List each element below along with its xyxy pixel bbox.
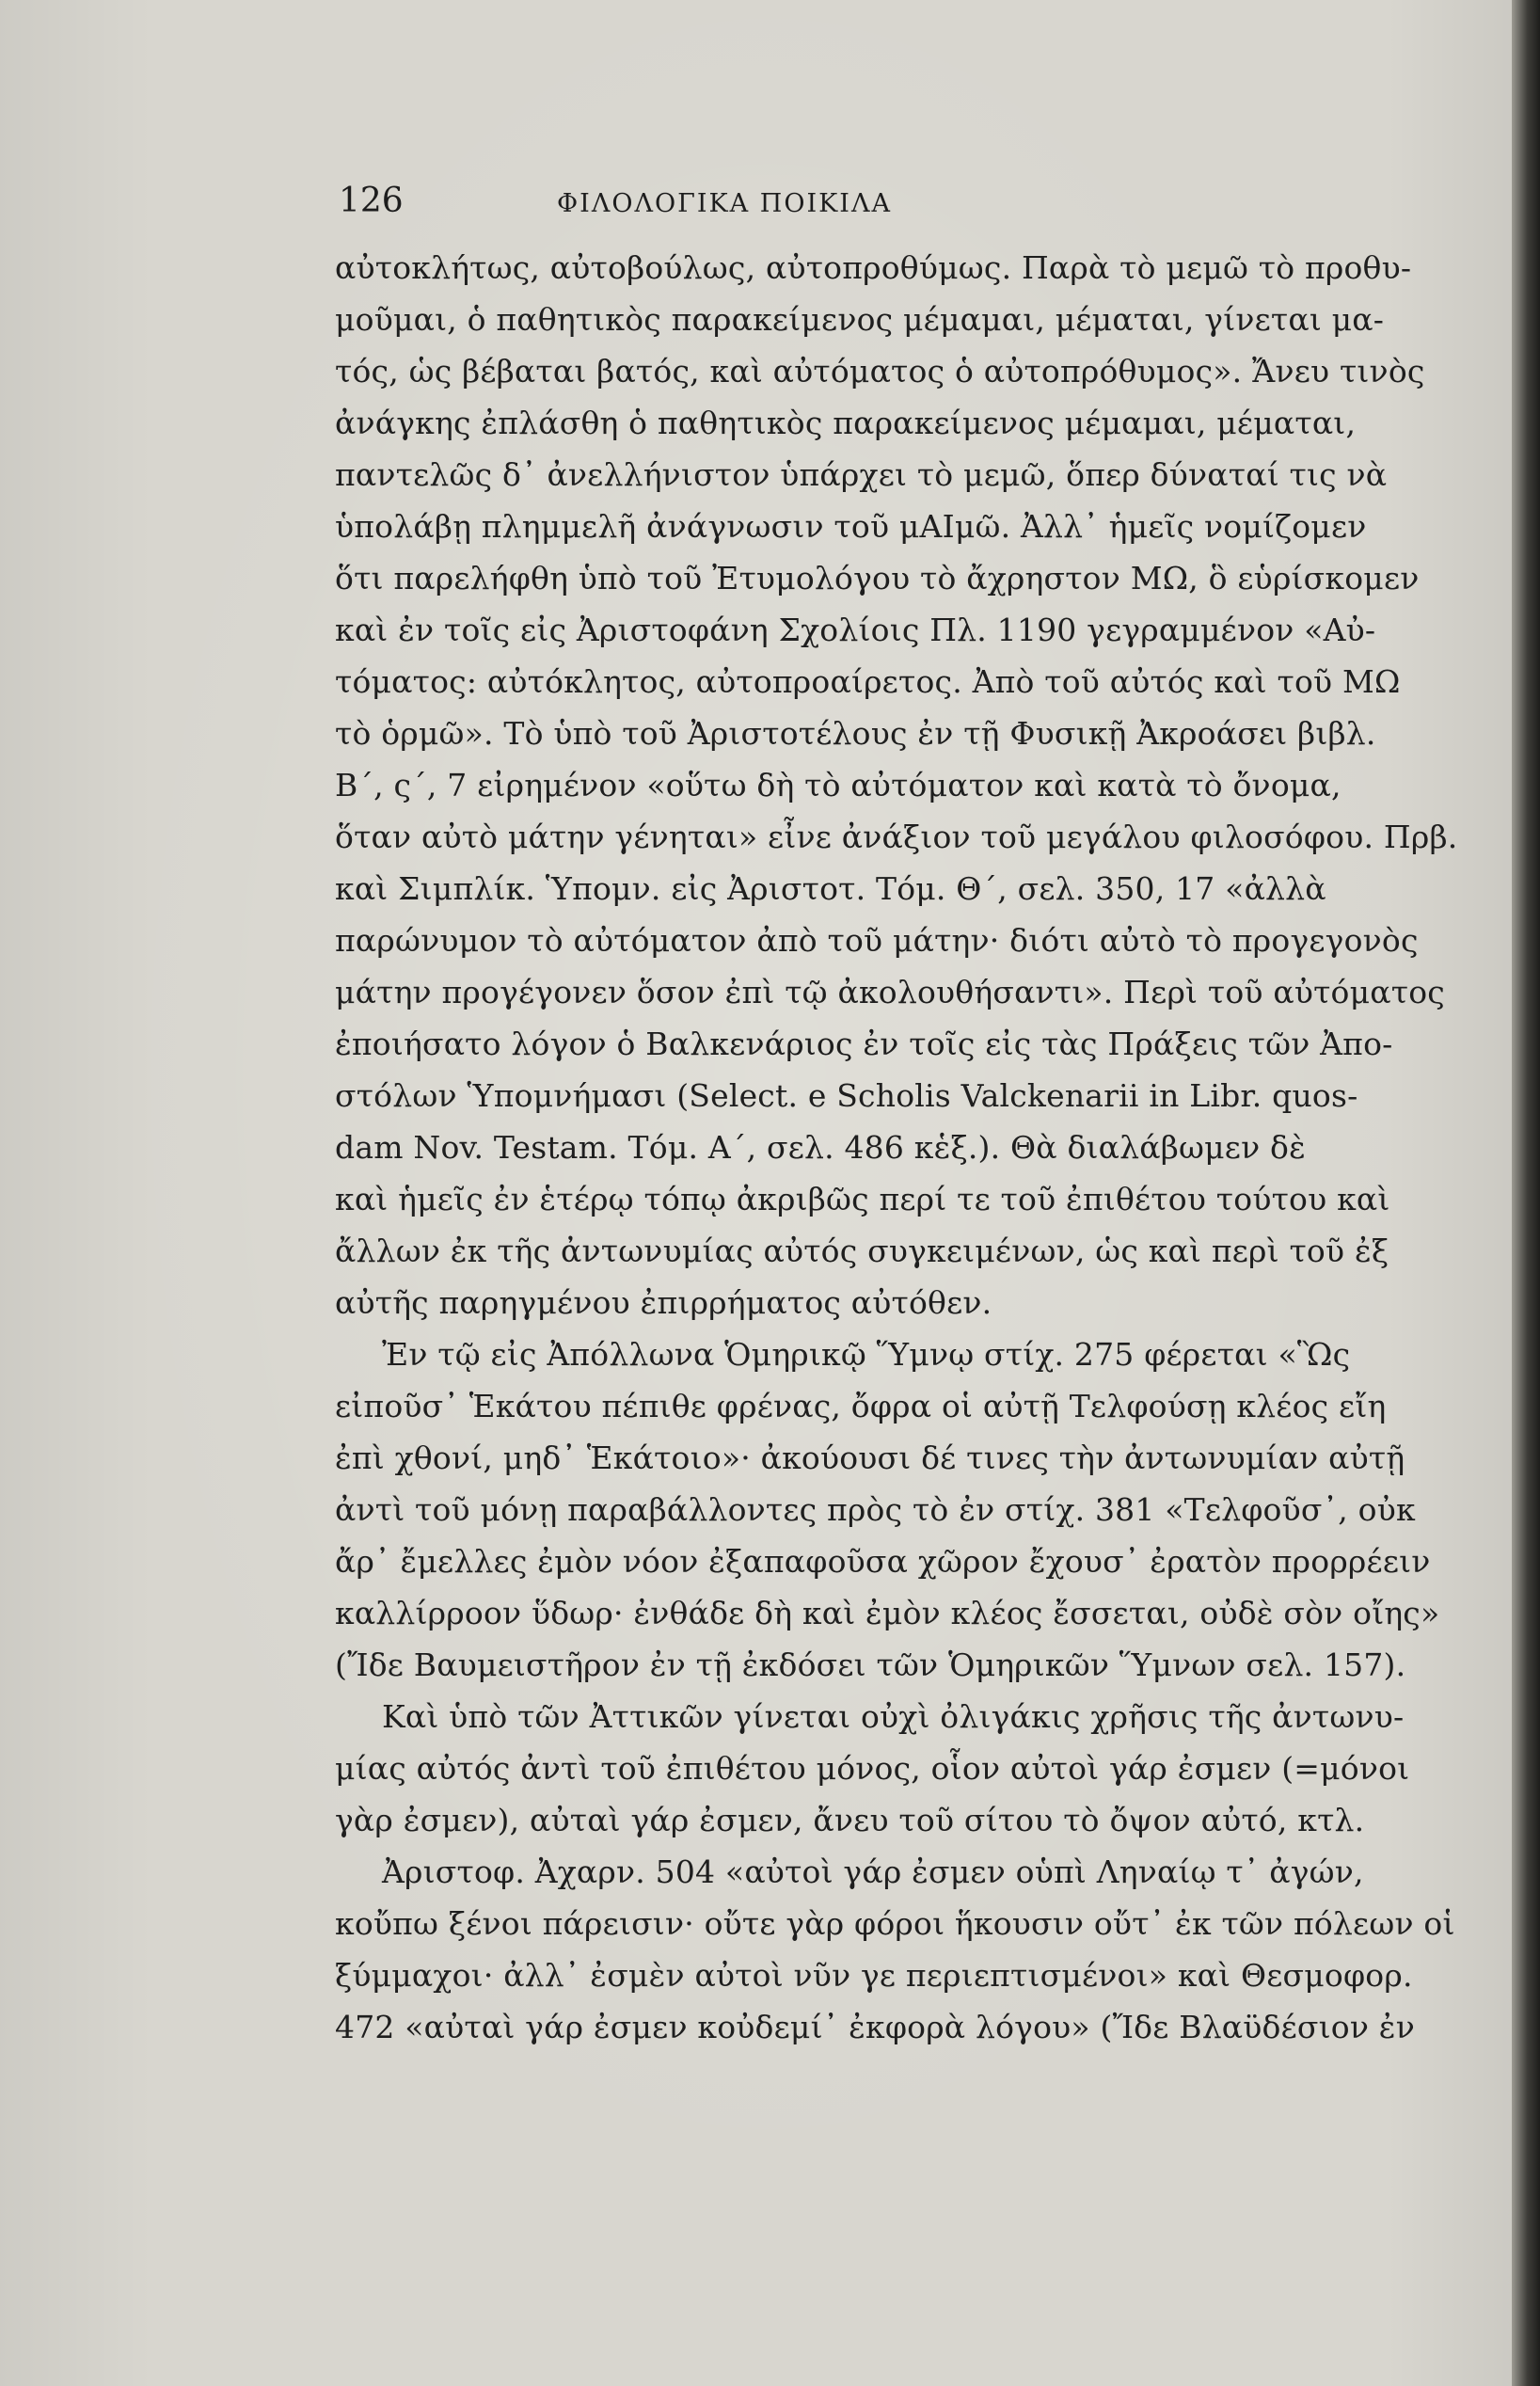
- text-line: ὑπολάβῃ πλημμελῆ ἀνάγνωσιν τοῦ μΑΙμῶ. Ἀλλ᾽ ἡμεῖς νομίζομεν: [335, 508, 1367, 545]
- text-line: 472 «αὐταὶ γάρ ἐσμεν κοὐδεμί᾽ ἐκφορὰ λόγου» (Ἴδε Βλαϋδέσιον ἐν: [335, 2009, 1415, 2045]
- text-line: αὐτῆς παρηγμένου ἐπιρρήματος αὐτόθεν.: [335, 1284, 992, 1321]
- text-line: μίας αὐτός ἀντὶ τοῦ ἐπιθέτου μόνος, οἷον αὐτοὶ γάρ ἐσμεν (=μόνοι: [335, 1750, 1410, 1787]
- text-line: Ἀριστοφ. Ἀχαρν. 504 «αὐτοὶ γάρ ἐσμεν οὑπὶ Ληναίῳ τ᾽ ἀγών,: [382, 1853, 1364, 1890]
- text-line: ἄλλων ἐκ τῆς ἀντωνυμίας αὐτός συγκειμένων, ὡς καὶ περὶ τοῦ ἐξ: [335, 1233, 1389, 1269]
- body-text: [335, 247, 1464, 2316]
- text-line: καλλίρροον ὕδωρ· ἐνθάδε δὴ καὶ ἐμὸν κλέος ἔσσεται, οὐδὲ σὸν οἴης»: [335, 1595, 1440, 1631]
- text-line: καὶ Σιμπλίκ. Ὑπομν. εἰς Ἀριστοτ. Τόμ. Θ΄, σελ. 350, 17 «ἀλλὰ: [335, 870, 1326, 907]
- text-line: αὐτοκλήτως, αὐτοβούλως, αὐτοπροθύμως. Παρὰ τὸ μεμῶ τὸ προθυ-: [335, 249, 1412, 286]
- text-line: ὅταν αὐτὸ μάτην γένηται» εἶνε ἀνάξιον τοῦ μεγάλου φιλοσόφου. Πρβ.: [335, 819, 1458, 855]
- text-line: μοῦμαι, ὁ παθητικὸς παρακείμενος μέμαμαι, μέμαται, γίνεται μα-: [335, 301, 1385, 338]
- text-line: τόματος: αὐτόκλητος, αὐτοπροαίρετος. Ἀπὸ τοῦ αὐτός καὶ τοῦ ΜΩ: [335, 663, 1401, 700]
- text-line: ὅτι παρελήφθη ὑπὸ τοῦ Ἐτυμολόγου τὸ ἄχρηστον ΜΩ, ὃ εὑρίσκομεν: [335, 560, 1420, 596]
- page-edge-shadow: [1512, 0, 1540, 2386]
- text-line: ἄρ᾽ ἔμελλες ἐμὸν νόον ἐξαπαφοῦσα χῶρον ἔχουσ᾽ ἐρατὸν προρρέειν: [335, 1543, 1431, 1580]
- text-line: ἀνάγκης ἐπλάσθη ὁ παθητικὸς παρακείμενος μέμαμαι, μέμαται,: [335, 405, 1357, 441]
- text-line: ἐπὶ χθονί, μηδ᾽ Ἑκάτοιο»· ἀκούουσι δέ τινες τὴν ἀντωνυμίαν αὐτῇ: [335, 1440, 1405, 1476]
- text-line: καὶ ἐν τοῖς εἰς Ἀριστοφάνη Σχολίοις Πλ. 1190 γεγραμμένον «Αὐ-: [335, 612, 1376, 648]
- text-line: τός, ὡς βέβαται βατός, καὶ αὐτόματος ὁ αὐτοπρόθυμος». Ἄνευ τινὸς: [335, 353, 1425, 390]
- text-line: εἰποῦσ᾽ Ἑκάτου πέπιθε φρένας, ὄφρα οἱ αὐτῇ Τελφούσῃ κλέος εἴη: [335, 1388, 1387, 1424]
- text-line: στόλων Ὑπομνήμασι (Select. e Scholis Valckenarii in Libr. quos-: [335, 1077, 1358, 1114]
- text-line: dam Nov. Testam. Τόμ. Α΄, σελ. 486 κἑξ.). Θὰ διαλάβωμεν δὲ: [335, 1129, 1306, 1166]
- text-line: Καὶ ὑπὸ τῶν Ἀττικῶν γίνεται οὐχὶ ὀλιγάκις χρῆσις τῆς ἀντωνυ-: [382, 1698, 1405, 1735]
- page-header: [339, 181, 1110, 228]
- text-line: παρώνυμον τὸ αὐτόματον ἀπὸ τοῦ μάτην· διότι αὐτὸ τὸ προγεγονὸς: [335, 922, 1419, 959]
- text-line: κοὔπω ξένοι πάρεισιν· οὔτε γὰρ φόροι ἥκουσιν οὔτ᾽ ἐκ τῶν πόλεων οἱ: [335, 1905, 1455, 1942]
- text-line: ἀντὶ τοῦ μόνῃ παραβάλλοντες πρὸς τὸ ἐν στίχ. 381 «Τελφοῦσ᾽, οὐκ: [335, 1491, 1416, 1528]
- text-line: ἐποιήσατο λόγον ὁ Βαλκενάριος ἐν τοῖς εἰς τὰς Πράξεις τῶν Ἀπο-: [335, 1026, 1393, 1062]
- text-line: (Ἴδε Βαυμειστῆρον ἐν τῇ ἐκδόσει τῶν Ὁμηρικῶν Ὕμνων σελ. 157).: [335, 1646, 1406, 1683]
- text-line: καὶ ἡμεῖς ἐν ἑτέρῳ τόπῳ ἀκριβῶς περί τε τοῦ ἐπιθέτου τούτου καὶ: [335, 1181, 1390, 1217]
- text-line: ξύμμαχοι· ἀλλ᾽ ἐσμὲν αὐτοὶ νῦν γε περιεπτισμένοι» καὶ Θεσμοφορ.: [335, 1957, 1413, 1994]
- text-line: τὸ ὁρμῶ». Τὸ ὑπὸ τοῦ Ἀριστοτέλους ἐν τῇ Φυσικῇ Ἀκροάσει βιβλ.: [335, 715, 1376, 752]
- text-line: παντελῶς δ᾽ ἀνελλήνιστον ὑπάρχει τὸ μεμῶ, ὅπερ δύναταί τις νὰ: [335, 456, 1388, 493]
- text-line: Ἐν τῷ εἰς Ἀπόλλωνα Ὁμηρικῷ Ὕμνῳ στίχ. 275 φέρεται «Ὣς: [382, 1336, 1351, 1373]
- page-number: 126: [339, 182, 404, 220]
- text-line: μάτην προγέγονεν ὅσον ἐπὶ τῷ ἀκολουθήσαντι». Περὶ τοῦ αὐτόματος: [335, 974, 1445, 1010]
- text-line: γὰρ ἐσμεν), αὐταὶ γάρ ἐσμεν, ἄνευ τοῦ σίτου τὸ ὄψον αὐτό, κτλ.: [335, 1802, 1365, 1838]
- running-title: ΦΙΛΟΛΟΓΙΚΑ ΠΟΙΚΙΛΑ: [557, 189, 892, 218]
- text-line: Β΄, ς΄, 7 εἰρημένον «οὕτω δὴ τὸ αὐτόματον καὶ κατὰ τὸ ὄνομα,: [335, 767, 1342, 803]
